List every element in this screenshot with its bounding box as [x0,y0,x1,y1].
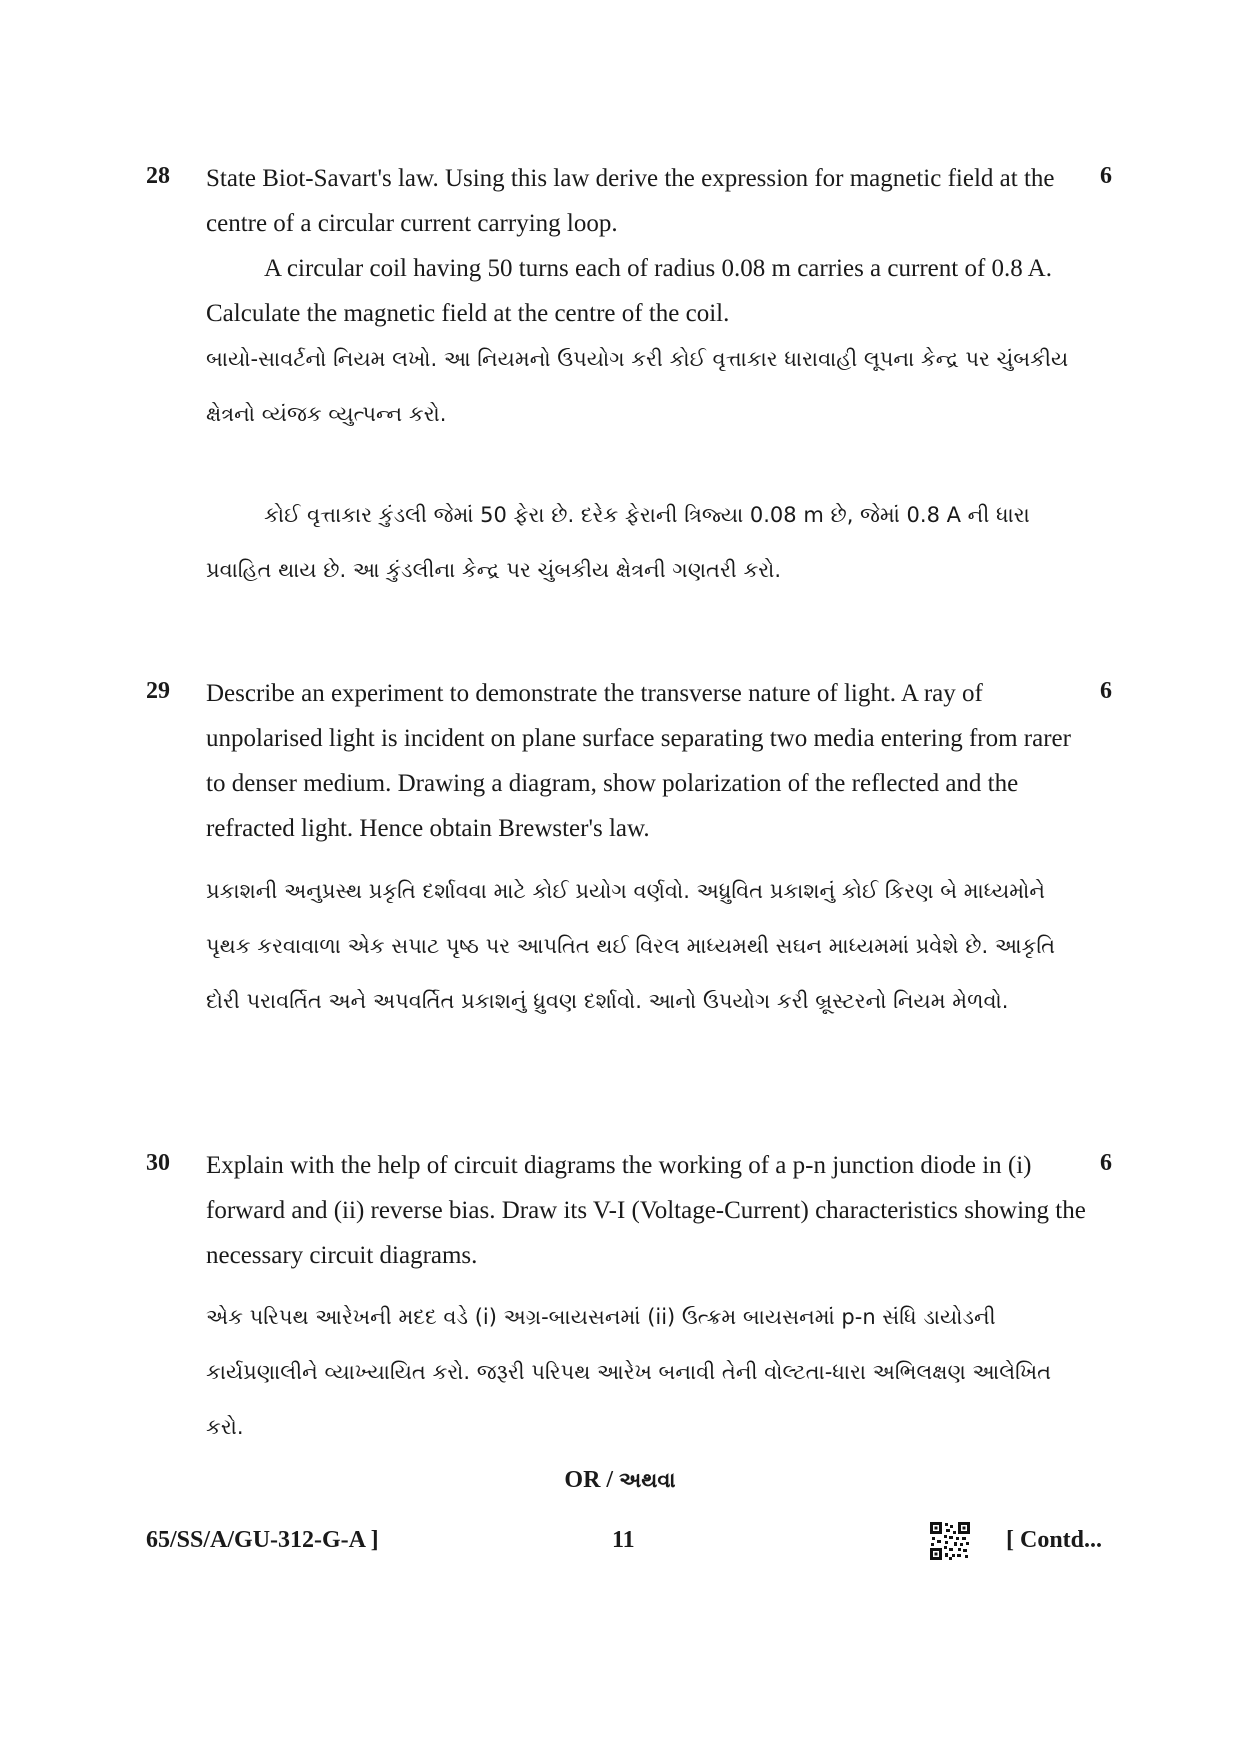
question-marks: 6 [1100,678,1112,704]
page-number: 11 [612,1527,635,1553]
english-paragraph: Describe an experiment to demonstrate the transverse nature of light. A ray of unpolarised light is incident on plane surface separating two media entering from rarer to denser medium. Drawing a diagram, show polarization of the reflected and the refracted light. Hence obtain Brewster's law. [206,680,1071,842]
question-gujarati-text [206,864,1086,1029]
question-marks: 6 [1100,163,1112,189]
question-english-text [206,156,1096,336]
question-english-text [206,671,1096,851]
question-marks: 6 [1100,1150,1112,1176]
gujarati-paragraph: એક પરિપથ આરેખની મદદ વડે (i) અગ્ર-બાયસનમાં (ii) ઉત્ક્રમ બાયસનમાં p-n સંધિ ડાયોડની કાર્યપ્રણાલીને વ્યાખ્યાયિત કરો. જરૂરી પરિપથ આરેખ બનાવી તેની વોલ્ટતા-ધારા અભિલક્ષણ આલેખિત કરો. [206,1305,1052,1439]
english-paragraph: State Biot-Savart's law. Using this law derive the expression for magnetic field at the centre of a circular current carrying loop. [206,165,1055,237]
question-gujarati-text [206,488,1086,598]
qr-code-icon [930,1522,970,1560]
paper-code: 65/SS/A/GU-312-G-A ] [146,1527,379,1553]
or-gujarati: અથવા [619,1468,676,1492]
gujarati-paragraph: પ્રકાશની અનુપ્રસ્થ પ્રકૃતિ દર્શાવવા માટે કોઈ પ્રયોગ વર્ણવો. અધ્રુવિત પ્રકાશનું કોઈ કિરણ બે માધ્યમોને પૃથક કરવાવાળા એક સપાટ પૃષ્ઠ પર આપતિત થઈ વિરલ માધ્યમથી સઘન માધ્યમમાં પ્રવેશે છે. આકૃતિ દોરી પરાવર્તિત અને અપવર્તિત પ્રકાશનું ધ્રુવણ દર્શાવો. આનો ઉપયોગ કરી બ્રૂસ્ટરનો નિયમ મેળવો. [206,879,1056,1013]
english-paragraph: A circular coil having 50 turns each of radius 0.08 m carries a current of 0.8 A. Calculate the magnetic field at the centre of the coil. [206,255,1052,327]
question-gujarati-text [206,1290,1086,1455]
question-english-text [206,1143,1096,1278]
or-slash: / [600,1467,620,1493]
question-number: 30 [146,1150,170,1176]
question-gujarati-text [206,332,1086,442]
or-english: OR [564,1467,601,1493]
or-separator [0,1467,1240,1494]
english-paragraph: Explain with the help of circuit diagrams the working of a p-n junction diode in (i) forward and (ii) reverse bias. Draw its V-I (Voltage-Current) characteristics showing the necessary circuit diagrams. [206,1152,1086,1269]
gujarati-paragraph: બાયો-સાવર્ટનો નિયમ લખો. આ નિયમનો ઉપયોગ કરી કોઈ વૃત્તાકાર ધારાવાહી લૂપના કેન્દ્ર પર ચુંબકીય ક્ષેત્રનો વ્યંજક વ્યુત્પન્ન કરો. [206,347,1069,426]
continued-label: [ Contd... [1006,1527,1103,1553]
question-number: 28 [146,163,170,189]
gujarati-paragraph: કોઈ વૃત્તાકાર કુંડલી જેમાં 50 ફેરા છે. દરેક ફેરાની ત્રિજ્યા 0.08 m છે, જેમાં 0.8 A ની ધારા પ્રવાહિત થાય છે. આ કુંડલીના કેન્દ્ર પર ચુંબકીય ક્ષેત્રની ગણતરી કરો. [206,503,1030,582]
question-number: 29 [146,678,170,704]
